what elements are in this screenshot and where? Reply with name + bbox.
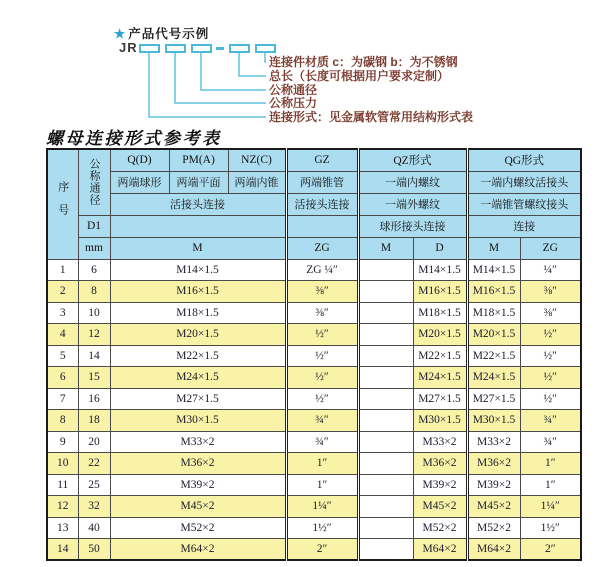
cell-qg-m: M20×1.5: [467, 324, 520, 346]
cell-qz-m: [358, 431, 413, 453]
cell-m-thread: M52×2: [110, 517, 286, 539]
cell-qz-m: [358, 474, 413, 496]
cell-qg-zg: 2″: [520, 539, 581, 561]
header-gz-connect: 活接头连接: [286, 193, 358, 215]
cell-qg-zg: 1″: [520, 474, 581, 496]
cell-dn: 10: [78, 302, 110, 324]
header-code-gz: GZ: [286, 149, 358, 171]
code-box-3: [191, 44, 212, 53]
cell-qz-m: [358, 367, 413, 389]
cell-qg-zg: 1¼″: [520, 496, 581, 518]
cell-seq: 6: [47, 367, 78, 389]
cell-qg-m: M24×1.5: [467, 367, 520, 389]
header-qz-outer-thread: 一端外螺纹: [358, 193, 467, 215]
cell-qz-d: M36×2: [413, 453, 467, 475]
header-dn: 公称通径: [78, 149, 110, 215]
header-qpn-connect: 活接头连接: [110, 193, 286, 215]
label-connector-material: 连接件材质 c：为碳钢 b：为不锈钢: [269, 55, 458, 69]
table-row: [47, 517, 581, 539]
cell-qz-d: M64×2: [413, 539, 467, 561]
cell-dn: 8: [78, 281, 110, 303]
cell-gz-thread: ½″: [286, 324, 358, 346]
header-mm: mm: [78, 237, 110, 259]
cell-gz-thread: ½″: [286, 367, 358, 389]
cell-m-thread: M39×2: [110, 474, 286, 496]
table-title: 螺母连接形式参考表: [46, 129, 222, 149]
header-qz-inner-thread: 一端内螺纹: [358, 171, 467, 193]
header-d1: D1: [78, 215, 110, 237]
label-nominal-diameter: 公称通径: [269, 83, 318, 97]
cell-seq: 9: [47, 431, 78, 453]
cell-qg-m: M18×1.5: [467, 302, 520, 324]
header-q-ends: 两端球形: [110, 171, 169, 193]
cell-qz-m: [358, 324, 413, 346]
product-code-heading-text: 产品代号示例: [128, 27, 210, 41]
cell-qz-d: M14×1.5: [413, 259, 467, 281]
cell-qg-zg: ⅜″: [520, 302, 581, 324]
cell-qg-zg: ¼″: [520, 259, 581, 281]
cell-qg-zg: 1″: [520, 453, 581, 475]
cell-seq: 10: [47, 453, 78, 475]
code-box-2: [165, 44, 186, 53]
cell-gz-thread: ¾″: [286, 431, 358, 453]
cell-seq: 8: [47, 410, 78, 432]
cell-seq: 4: [47, 324, 78, 346]
cell-dn: 32: [78, 496, 110, 518]
cell-m-thread: M64×2: [110, 539, 286, 561]
cell-m-thread: M33×2: [110, 431, 286, 453]
header-qz-sub-m: M: [358, 237, 413, 259]
cell-qg-m: M22×1.5: [467, 345, 520, 367]
cell-dn: 12: [78, 324, 110, 346]
cell-qg-m: M52×2: [467, 517, 520, 539]
table-row: [47, 367, 581, 389]
cell-qz-d: M52×2: [413, 517, 467, 539]
code-dash: [216, 47, 224, 50]
label-connection-form: 连接形式：见金属软管常用结构形式表: [269, 110, 474, 124]
table-row: [47, 259, 581, 281]
cell-dn: 22: [78, 453, 110, 475]
cell-gz-thread: 1″: [286, 453, 358, 475]
cell-qz-d: M22×1.5: [413, 345, 467, 367]
cell-qz-m: [358, 388, 413, 410]
cell-qz-d: M16×1.5: [413, 281, 467, 303]
header-code-pm: PM(A): [169, 149, 228, 171]
cell-dn: 40: [78, 517, 110, 539]
table-row: [47, 302, 581, 324]
header-qg-taper-joint: 一端锥管螺纹接头: [467, 193, 581, 215]
cell-gz-thread: 2″: [286, 539, 358, 561]
code-box-5: [255, 44, 276, 53]
cell-seq: 13: [47, 517, 78, 539]
cell-m-thread: M14×1.5: [110, 259, 286, 281]
cell-dn: 20: [78, 431, 110, 453]
cell-seq: 14: [47, 539, 78, 561]
cell-dn: 14: [78, 345, 110, 367]
header-qz-sub-d: D: [413, 237, 467, 259]
cell-dn: 15: [78, 367, 110, 389]
cell-gz-thread: 1″: [286, 474, 358, 496]
cell-gz-thread: ⅜″: [286, 302, 358, 324]
table-body: [47, 259, 581, 560]
cell-qz-m: [358, 453, 413, 475]
cell-m-thread: M22×1.5: [110, 345, 286, 367]
cell-qg-m: M16×1.5: [467, 281, 520, 303]
label-nominal-pressure: 公称压力: [269, 96, 318, 110]
table-row: [47, 410, 581, 432]
cell-gz-thread: ZG ¼″: [286, 259, 358, 281]
header-qz-ball-connect: 球形接头连接: [358, 215, 467, 237]
header-code-qg: QG形式: [467, 149, 581, 171]
cell-qg-zg: ⅜″: [520, 281, 581, 303]
cell-qg-m: M14×1.5: [467, 259, 520, 281]
cell-qg-m: M30×1.5: [467, 410, 520, 432]
cell-qg-m: M33×2: [467, 431, 520, 453]
cell-qz-m: [358, 517, 413, 539]
cell-qg-zg: ½″: [520, 324, 581, 346]
cell-m-thread: M27×1.5: [110, 388, 286, 410]
cell-m-thread: M24×1.5: [110, 367, 286, 389]
code-prefix: JR: [119, 40, 138, 55]
cell-qz-m: [358, 539, 413, 561]
header-gz-thread: ZG: [286, 237, 358, 259]
cell-qg-m: M45×2: [467, 496, 520, 518]
cell-m-thread: M16×1.5: [110, 281, 286, 303]
header-code-nz: NZ(C): [228, 149, 286, 171]
cell-qz-m: [358, 259, 413, 281]
cell-dn: 6: [78, 259, 110, 281]
table-row: [47, 281, 581, 303]
cell-qg-zg: ½″: [520, 388, 581, 410]
header-qg-connect: 连接: [467, 215, 581, 237]
cell-qg-zg: ½″: [520, 367, 581, 389]
cell-dn: 50: [78, 539, 110, 561]
cell-gz-thread: ⅜″: [286, 281, 358, 303]
header-pm-ends: 两端平面: [169, 171, 228, 193]
header-code-qz: QZ形式: [358, 149, 467, 171]
cell-gz-thread: 1½″: [286, 517, 358, 539]
header-nz-ends: 两端内锥: [228, 171, 286, 193]
cell-qz-d: M33×2: [413, 431, 467, 453]
cell-seq: 7: [47, 388, 78, 410]
cell-qg-m: M39×2: [467, 474, 520, 496]
cell-m-thread: M30×1.5: [110, 410, 286, 432]
cell-qg-m: M64×2: [467, 539, 520, 561]
star-icon: ★: [114, 27, 127, 41]
cell-seq: 12: [47, 496, 78, 518]
cell-qz-d: M24×1.5: [413, 367, 467, 389]
header-qpn-blank: [110, 215, 286, 237]
code-box-1: [139, 44, 160, 53]
cell-dn: 16: [78, 388, 110, 410]
cell-gz-thread: ½″: [286, 388, 358, 410]
cell-dn: 25: [78, 474, 110, 496]
table-header: [47, 149, 581, 259]
cell-seq: 5: [47, 345, 78, 367]
cell-gz-thread: 1¼″: [286, 496, 358, 518]
code-box-4: [229, 44, 250, 53]
cell-gz-thread: ¾″: [286, 410, 358, 432]
table-row: [47, 453, 581, 475]
header-qpn-thread: M: [110, 237, 286, 259]
table-row: [47, 431, 581, 453]
header-seq: 序号: [47, 149, 78, 259]
table-row: [47, 324, 581, 346]
header-gz-ends: 两端锥管: [286, 171, 358, 193]
cell-qg-zg: ½″: [520, 345, 581, 367]
cell-m-thread: M18×1.5: [110, 302, 286, 324]
cell-seq: 3: [47, 302, 78, 324]
cell-qg-zg: ¾″: [520, 410, 581, 432]
nut-connection-table: [46, 148, 582, 561]
cell-qz-m: [358, 281, 413, 303]
table-row: [47, 474, 581, 496]
cell-qz-d: M20×1.5: [413, 324, 467, 346]
cell-qz-m: [358, 345, 413, 367]
cell-qz-d: M45×2: [413, 496, 467, 518]
cell-m-thread: M20×1.5: [110, 324, 286, 346]
header-qg-sub-zg: ZG: [520, 237, 581, 259]
header-gz-blank: [286, 215, 358, 237]
cell-qz-m: [358, 496, 413, 518]
cell-qg-zg: 1½″: [520, 517, 581, 539]
cell-qz-d: M27×1.5: [413, 388, 467, 410]
header-qg-union: 一端内螺纹活接头: [467, 171, 581, 193]
label-total-length: 总长（长度可根据用户要求定制）: [269, 69, 450, 83]
cell-qg-zg: ¾″: [520, 431, 581, 453]
cell-m-thread: M45×2: [110, 496, 286, 518]
table-row: [47, 539, 581, 561]
cell-qz-d: M39×2: [413, 474, 467, 496]
table-row: [47, 496, 581, 518]
cell-gz-thread: ½″: [286, 345, 358, 367]
cell-qz-m: [358, 302, 413, 324]
cell-qz-d: M18×1.5: [413, 302, 467, 324]
table-row: [47, 388, 581, 410]
cell-seq: 11: [47, 474, 78, 496]
cell-qg-m: M36×2: [467, 453, 520, 475]
cell-qz-d: M30×1.5: [413, 410, 467, 432]
cell-qz-m: [358, 410, 413, 432]
header-code-q: Q(D): [110, 149, 169, 171]
cell-seq: 1: [47, 259, 78, 281]
cell-dn: 18: [78, 410, 110, 432]
cell-m-thread: M36×2: [110, 453, 286, 475]
header-qg-sub-m: M: [467, 237, 520, 259]
cell-seq: 2: [47, 281, 78, 303]
table-row: [47, 345, 581, 367]
cell-qg-m: M27×1.5: [467, 388, 520, 410]
